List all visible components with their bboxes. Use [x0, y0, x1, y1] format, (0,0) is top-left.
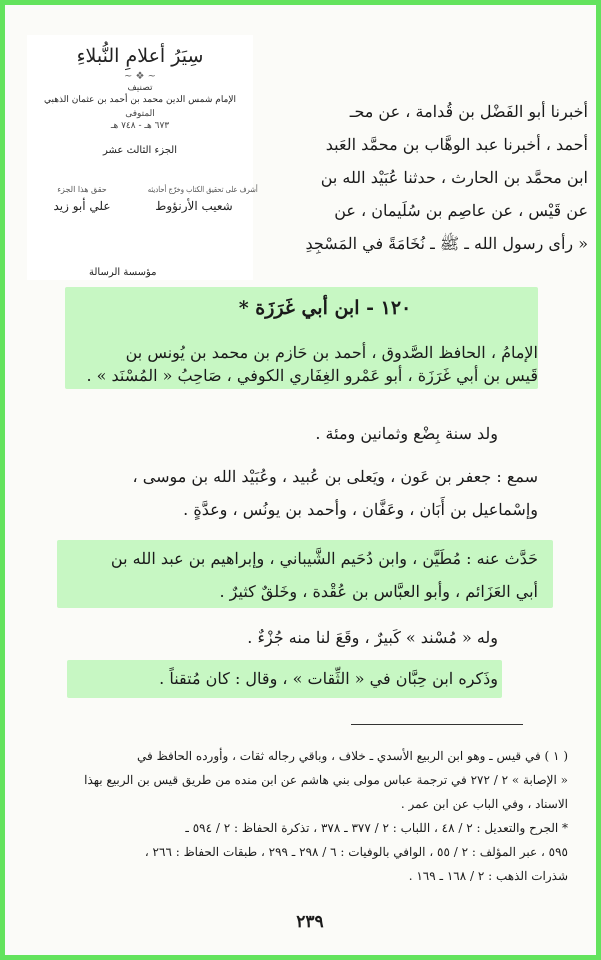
bio-line: ولد سنة بِضْع وثمانين ومئة .	[315, 424, 498, 443]
cover-ornament: ~ ❖ ~	[123, 71, 157, 82]
cover-author: الإمام شمس الدين محمد بن أحمد بن عثمان الذهبي	[43, 95, 237, 105]
cover-title: سِيَرُ أعلامِ النُّبلاءِ	[76, 45, 204, 67]
footnote-line: شذرات الذهب : ٢ / ١٦٨ ـ ١٦٩ .	[408, 869, 568, 883]
cover-editor-right-title: أشرف على تحقيق الكتاب وخرّج أحاديثه	[147, 185, 258, 194]
footnote-line: « الإصابة » ٢ / ٢٧٢ في ترجمة عباس مولى بني هاشم عن ابن منده من طريق قيس بن الربيع بهذا	[84, 773, 568, 787]
bio-line: وله « مُسْند » كَبيرٌ ، وقَعَ لنا منه جُزْءٌ .	[247, 628, 498, 647]
bio-line: قَيس بن أبي غَرَزَة ، أبو عَمْرو الغِفَاري الكوفي ، صَاحِبُ « المُسْنَد » .	[86, 366, 538, 385]
cover-author-label: تصنيف	[127, 83, 153, 93]
intro-line: أخبرنا أبو الفَضْل بن قُدامة ، عن محـ	[349, 102, 588, 121]
footnote-line: الاسناد ، وفي الباب عن ابن عمر .	[400, 797, 568, 811]
cover-dates: ٦٧٣ هـ - ٧٤٨ هـ	[110, 121, 170, 131]
intro-line: ابن محمَّد بن الحارث ، حدثنا عُبَيْد الله بن	[320, 168, 588, 187]
book-cover-inset	[27, 35, 258, 280]
footnote-line: ٥٩٥ ، عبر المؤلف : ٢ / ٥٥ ، الوافي بالوفيات : ٦ / ٢٩٨ ـ ٢٩٩ ، طبقات الحفاظ : ٢٦٦ ،	[144, 845, 568, 859]
cover-publisher: مؤسسة الرسالة	[89, 267, 157, 278]
intro-line: عن قَيْس ، عن عاصِم بن سُلَيمان ، عن	[334, 201, 588, 220]
entry-heading: ١٢٠ - ابن أبي غَرَزَة *	[238, 297, 412, 319]
cover-born-label: المتوفى	[125, 109, 155, 119]
cover-editor-right-name: شعيب الأرنؤوط	[155, 199, 233, 213]
bio-line: أبي العَزَائم ، وأبو العبَّاس بن عُقْدة ، وخَلقٌ كثيرٌ .	[219, 582, 538, 601]
page-number: ٢٣٩	[296, 912, 324, 932]
bio-line: وذَكره ابن حِبَّان في « الثِّقات » ، وقال : كان مُتقناً .	[159, 669, 498, 688]
footnote-divider	[351, 724, 523, 725]
bio-line: حَدَّث عنه : مُطَيَّن ، وابن دُحَيم الشَّيباني ، وإبراهيم بن عبد الله بن	[110, 549, 538, 568]
intro-line: « رأى رسول الله ـ ﷺ ـ نُخَامَةً في المَسْجِدِ	[305, 234, 588, 253]
cover-volume: الجزء الثالث عشر	[102, 145, 178, 156]
cover-editor-left-name: علي أبو زيد	[53, 199, 111, 213]
cover-editor-left-title: حقق هذا الجزء	[57, 185, 107, 194]
bio-line: وإسْماعيل بن أَبَان ، وعَفَّان ، وأحمد بن يونُس ، وعدَّةٍ .	[183, 500, 538, 519]
intro-line: أحمد ، أخبرنا عبد الوهَّاب بن محمَّد العَبد	[325, 135, 588, 154]
bio-line: الإمامُ ، الحافظ الصَّدوق ، أحمد بن حَازم بن محمد بن يُونس بن	[125, 343, 538, 362]
footnote-line: * الجرح والتعديل : ٢ / ٤٨ ، اللباب : ٢ / ٣٧٧ ـ ٣٧٨ ، تذكرة الحفاظ : ٢ / ٥٩٤ ـ	[185, 821, 568, 835]
bio-line: سمع : جعفر بن عَون ، ويَعلى بن عُبيد ، وعُبَيْد الله بن موسى ،	[132, 467, 538, 486]
footnote-line: ( ١ ) في قيس ـ وهو ابن الربيع الأسدي ـ خلاف ، وباقي رجاله ثقات ، وأورده الحافظ في	[137, 749, 568, 763]
